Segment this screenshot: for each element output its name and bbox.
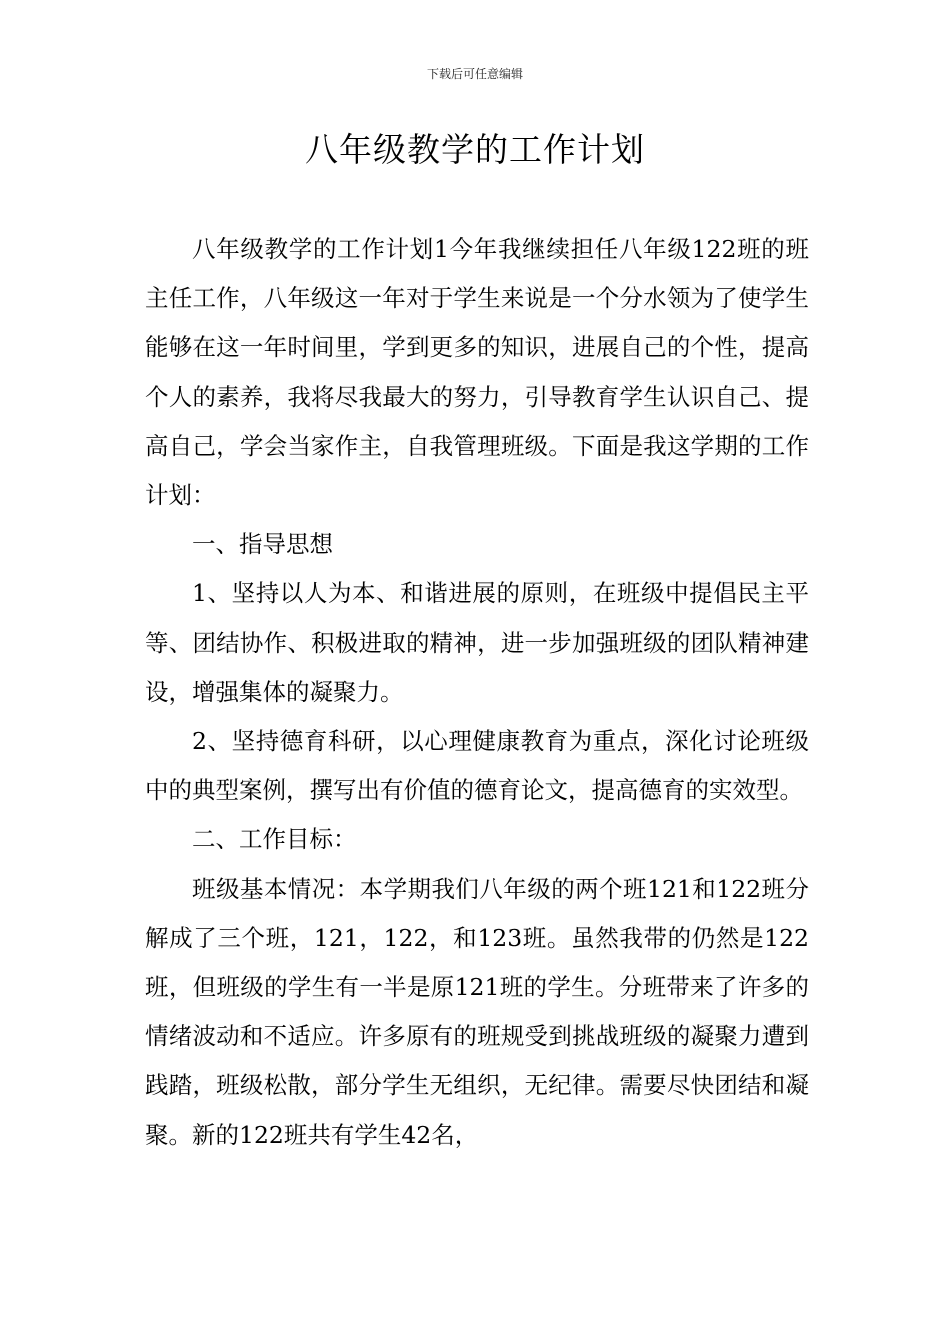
paragraph-intro: 八年级教学的工作计划1今年我继续担任八年级122班的班主任工作，八年级这一年对于学生来说是一个分水领为了使学生能够在这一年时间里，学到更多的知识，进展自己的个性，提高个人的素养，我将尽我最大的努力，引导教育学生认识自己、提高自己，学会当家作主，自我管理班级。下面是我这学期的工作计划：: [145, 235, 809, 510]
document-body: [145, 225, 809, 1160]
paragraph-point-2: 2、坚持德育科研，以心理健康教育为重点，深化讨论班级中的典型案例，撰写出有价值的德育论文，提高德育的实效型。: [145, 727, 809, 805]
paragraph-class-situation: 班级基本情况：本学期我们八年级的两个班121和122班分解成了三个班，121，122，和123班。虽然我带的仍然是122班，但班级的学生有一半是原121班的学生。分班带来了许多的情绪波动和不适应。许多原有的班规受到挑战班级的凝聚力遭到践踏，班级松散，部分学生无组织，无纪律。需要尽快团结和凝聚。新的122班共有学生42名，: [145, 874, 809, 1149]
header-note: 下载后可任意编辑: [426, 67, 523, 81]
document-title: 八年级教学的工作计划: [305, 130, 645, 169]
section-heading-work-goals: 二、工作目标：: [192, 825, 357, 854]
section-heading-guiding-thought: 一、指导思想: [192, 530, 333, 559]
paragraph-point-1: 1、坚持以人为本、和谐进展的原则，在班级中提倡民主平等、团结协作、积极进取的精神，进一步加强班级的团队精神建设，增强集体的凝聚力。: [145, 579, 809, 706]
